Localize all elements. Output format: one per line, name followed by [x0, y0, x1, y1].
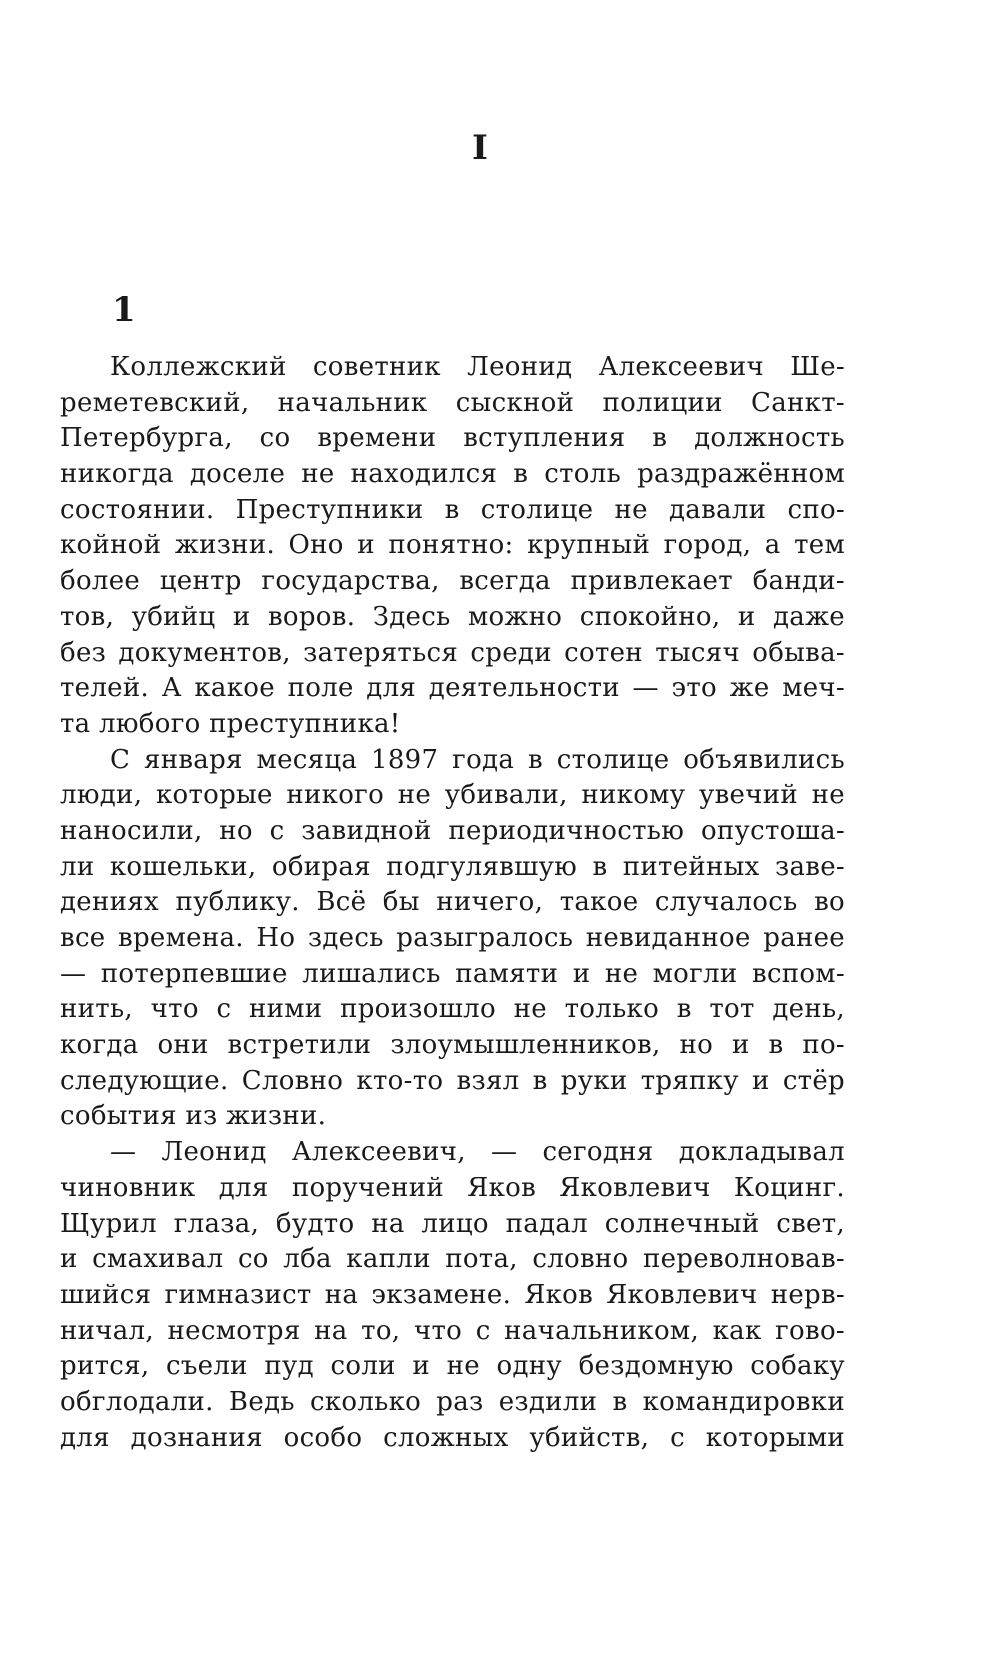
- text-line: та любого преступника!: [60, 708, 401, 739]
- text-line: реметевский, начальник сыскной полиции Санкт-: [60, 387, 845, 418]
- text-line: ничал, несмотря на то, что с начальником, как гово-: [60, 1315, 845, 1346]
- text-line: нить, что с ними произошло не только в тот день,: [60, 994, 845, 1025]
- text-line: койной жизни. Оно и понятно: крупный город, а тем: [60, 530, 845, 561]
- text-line: наносили, но с завидной периодичностью опустоша-: [60, 815, 845, 846]
- text-line: для дознания особо сложных убийств, с которыми: [60, 1422, 845, 1453]
- text-line: следующие. Словно кто-то взял в руки тряпку и стёр: [60, 1065, 845, 1096]
- text-line: С января месяца 1897 года в столице объявились: [110, 744, 845, 775]
- text-line: Петербурга, со времени вступления в должность: [60, 423, 845, 454]
- text-line: все времена. Но здесь разыгралось невиданное ранее: [60, 923, 845, 953]
- text-line: ли кошельки, обирая подгулявшую в питейных заве-: [60, 851, 845, 882]
- text-line: события из жизни.: [60, 1101, 327, 1132]
- text-line: шийся гимназист на экзамене. Яков Яковлевич нерв-: [60, 1279, 845, 1310]
- text-line: когда они встретили злоумышленников, но и в по-: [60, 1030, 845, 1061]
- text-line: более центр государства, всегда привлекает банди-: [60, 566, 845, 597]
- text-line: телей. А какое поле для деятельности — это же меч-: [60, 673, 845, 704]
- text-line: — Леонид Алексеевич, — сегодня докладывал: [110, 1137, 845, 1168]
- text-line: без документов, затеряться среди сотен тысяч обыва-: [60, 637, 845, 668]
- part-title: I: [472, 128, 488, 168]
- text-line: обглодали. Ведь сколько раз ездили в командировки: [60, 1386, 845, 1417]
- text-line: Щурил глаза, будто на лицо падал солнечный свет,: [60, 1208, 845, 1239]
- text-line: тов, убийц и воров. Здесь можно спокойно, и даже: [60, 601, 845, 632]
- text-line: никогда доселе не находился в столь раздражённом: [60, 459, 845, 490]
- text-line: чиновник для поручений Яков Яковлевич Коцинг.: [60, 1172, 845, 1203]
- text-line: Коллежский советник Леонид Алексеевич Ше-: [110, 352, 845, 382]
- text-line: и смахивал со лба капли пота, словно переволновав-: [60, 1244, 845, 1275]
- text-line: рится, съели пуд соли и не одну бездомную собаку: [60, 1351, 845, 1382]
- text-line: — потерпевшие лишались памяти и не могли вспом-: [60, 958, 845, 989]
- text-line: дениях публику. Всё бы ничего, такое случалось во: [60, 887, 845, 918]
- chapter-number: 1: [112, 290, 136, 330]
- text-line: состоянии. Преступники в столице не давали спо-: [60, 494, 845, 525]
- text-line: люди, которые никого не убивали, никому увечий не: [60, 780, 845, 811]
- chapter-text: [60, 350, 845, 1456]
